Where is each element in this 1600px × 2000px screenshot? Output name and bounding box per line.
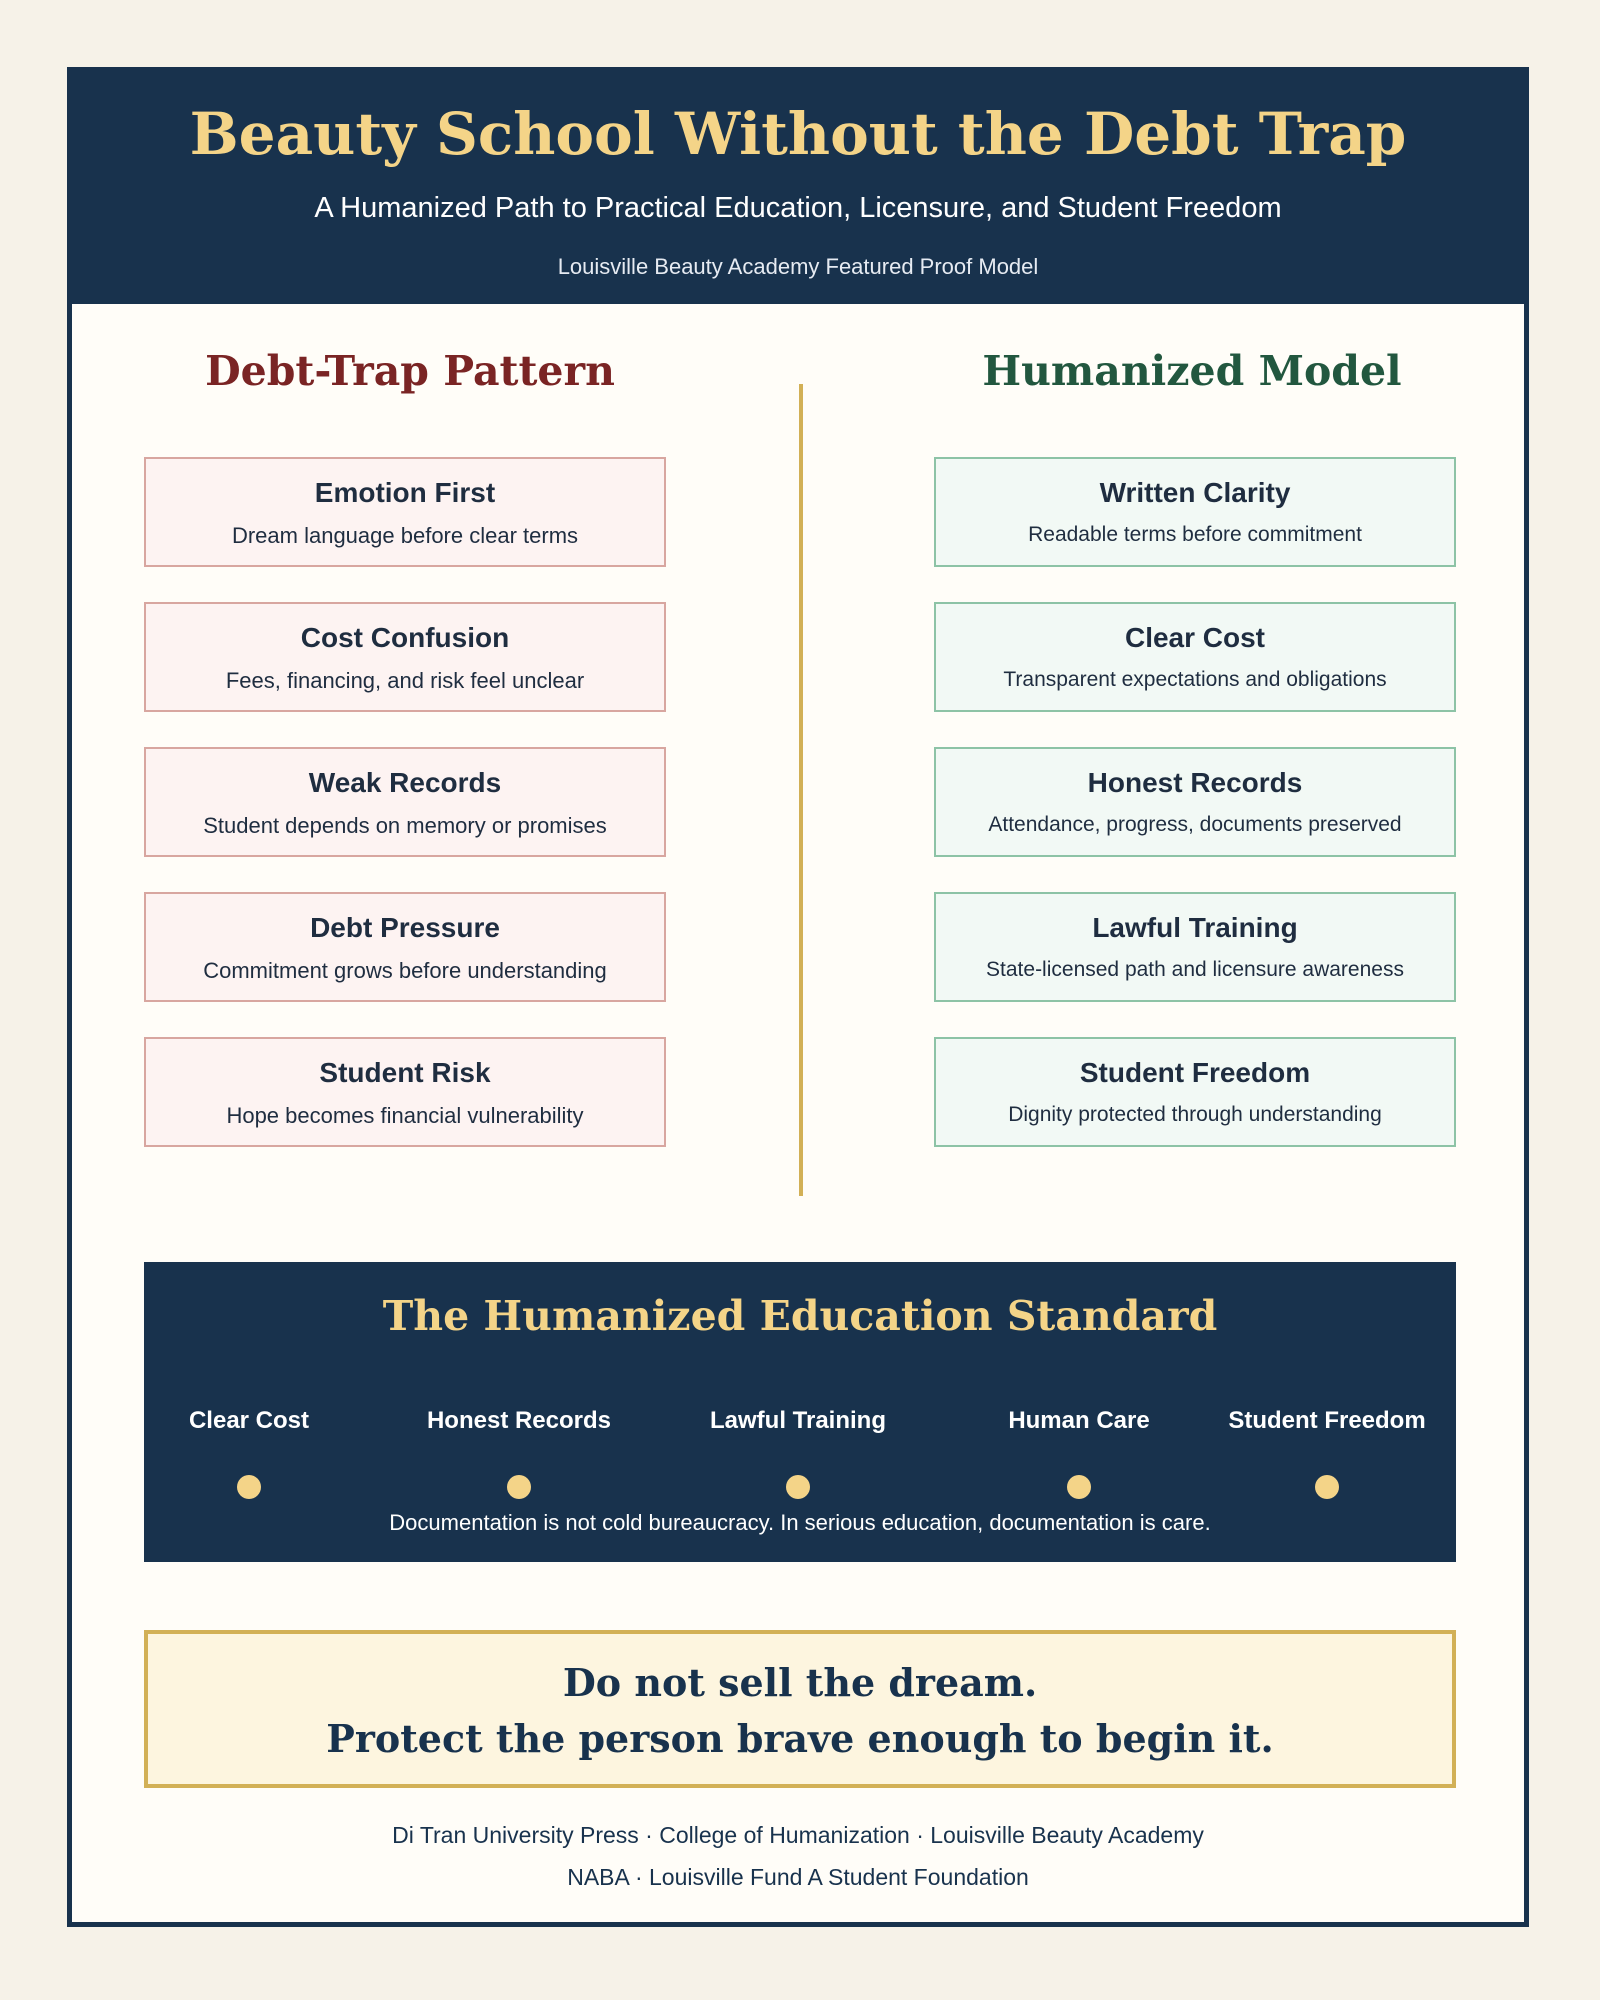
standard-note: Documentation is not cold bureaucracy. In serious education, documentation is care. xyxy=(389,1510,1211,1535)
debt-trap-card xyxy=(144,892,666,1002)
pillar-dot xyxy=(1315,1475,1339,1499)
pillar-label: Human Care xyxy=(1008,1407,1150,1434)
humanized-model-heading: Humanized Model xyxy=(982,347,1402,395)
humanized-card xyxy=(934,602,1456,712)
card-title: Emotion First xyxy=(314,477,496,508)
card-description: Commitment grows before understanding xyxy=(203,958,607,983)
pillar-dot xyxy=(237,1475,261,1499)
pillar-label: Student Freedom xyxy=(1228,1407,1426,1434)
card-title: Cost Confusion xyxy=(300,622,510,653)
card-description: Transparent expectations and obligations xyxy=(1003,668,1387,691)
pillar-label: Honest Records xyxy=(426,1407,612,1434)
education-standard-panel xyxy=(144,1262,1456,1562)
debt-trap-card xyxy=(144,747,666,857)
card-title: Written Clarity xyxy=(1099,477,1291,508)
poster-frame xyxy=(67,67,1529,1927)
card-description: Attendance, progress, documents preserved xyxy=(988,813,1402,836)
card-title: Student Risk xyxy=(319,1057,491,1088)
card-description: Readable terms before commitment xyxy=(1028,523,1362,546)
card-description: Fees, financing, and risk feel unclear xyxy=(225,668,585,693)
quote-line: Protect the person brave enough to begin it. xyxy=(326,1716,1274,1761)
page-title: Beauty School Without the Debt Trap xyxy=(189,100,1407,168)
pillar-dot xyxy=(1067,1475,1091,1499)
debt-trap-card xyxy=(144,457,666,567)
card-description: Hope becomes financial vulnerability xyxy=(226,1103,584,1128)
pillar-label: Lawful Training xyxy=(709,1407,886,1434)
footer-credits: Di Tran University Press · College of Humanization · Louisville Beauty Academy xyxy=(392,1822,1204,1848)
pillar-label: Clear Cost xyxy=(188,1407,310,1434)
debt-trap-card xyxy=(144,602,666,712)
humanized-card xyxy=(934,457,1456,567)
card-title: Clear Cost xyxy=(1124,622,1266,653)
card-title: Debt Pressure xyxy=(310,912,500,943)
card-description: Dignity protected through understanding xyxy=(1008,1103,1382,1126)
debt-trap-card xyxy=(144,1037,666,1147)
footer-credits: NABA · Louisville Fund A Student Foundation xyxy=(567,1864,1029,1890)
page-tagline: Louisville Beauty Academy Featured Proof Model xyxy=(557,254,1039,279)
closing-quote xyxy=(144,1630,1456,1788)
humanized-card xyxy=(934,1037,1456,1147)
card-title: Weak Records xyxy=(308,767,502,798)
card-title: Honest Records xyxy=(1087,767,1303,798)
header-banner xyxy=(72,72,1524,304)
pillar-dot xyxy=(786,1475,810,1499)
humanized-card xyxy=(934,892,1456,1002)
card-title: Lawful Training xyxy=(1092,912,1298,943)
card-title: Student Freedom xyxy=(1079,1057,1311,1088)
debt-trap-heading: Debt-Trap Pattern xyxy=(205,347,615,395)
humanized-card xyxy=(934,747,1456,857)
quote-line: Do not sell the dream. xyxy=(562,1660,1038,1705)
page-subtitle: A Humanized Path to Practical Education, Licensure, and Student Freedom xyxy=(314,192,1282,224)
pillar-dot xyxy=(507,1475,531,1499)
card-description: Dream language before clear terms xyxy=(231,523,579,548)
card-description: Student depends on memory or promises xyxy=(203,813,607,838)
column-divider xyxy=(799,384,803,1196)
card-description: State-licensed path and licensure awareness xyxy=(986,958,1404,981)
standard-title: The Humanized Education Standard xyxy=(382,1292,1218,1340)
